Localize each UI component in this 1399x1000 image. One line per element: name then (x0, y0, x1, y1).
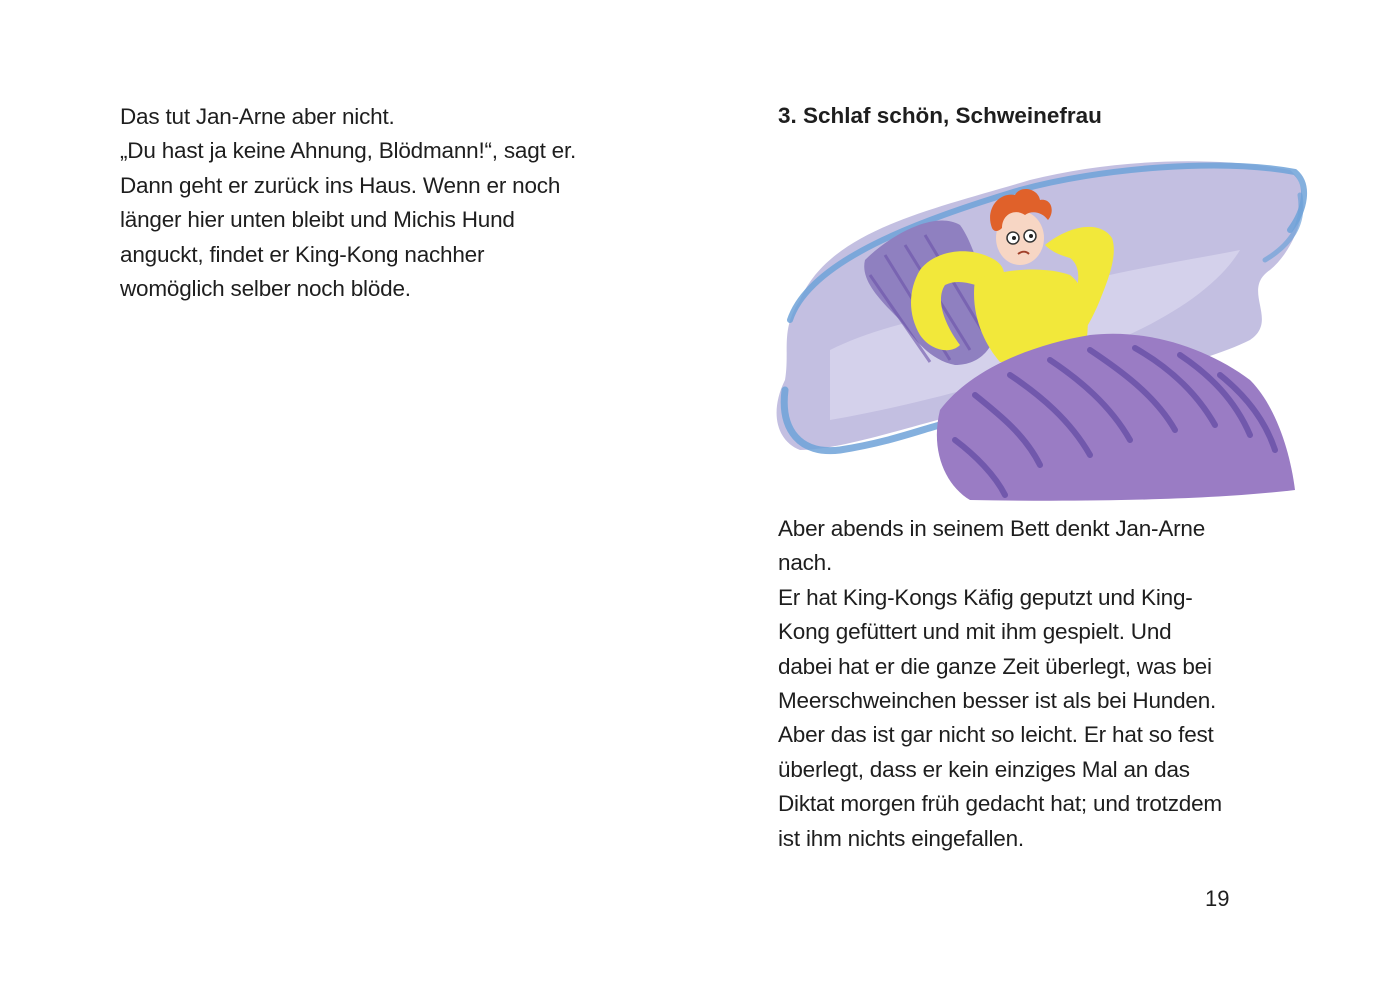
pupil (1012, 236, 1016, 240)
text-line: Dann geht er zurück ins Haus. Wenn er noch (120, 172, 561, 198)
text-line: Meerschweinchen besser ist als bei Hunden. (778, 688, 1217, 714)
text-line: Diktat morgen früh gedacht hat; und trotzdem (778, 791, 1222, 817)
text-line: dabei hat er die ganze Zeit überlegt, was bei (778, 653, 1212, 679)
left-page-text (120, 100, 576, 306)
text-line: Aber das ist gar nicht so leicht. Er hat so fest (778, 722, 1214, 748)
page-number: 19 (1205, 886, 1230, 911)
text-line: länger hier unten bleibt und Michis Hund (120, 207, 515, 233)
text-line: ist ihm nichts eingefallen. (778, 825, 1024, 851)
chapter-title: 3. Schlaf schön, Schweinefrau (778, 103, 1102, 128)
text-line: Das tut Jan-Arne aber nicht. (120, 104, 395, 129)
text-line: überlegt, dass er kein einziges Mal an das (778, 756, 1190, 782)
right-page-text (778, 512, 1222, 856)
text-line: Kong gefüttert und mit ihm gespielt. Und (778, 619, 1172, 645)
text-line: womöglich selber noch blöde. (120, 276, 411, 302)
text-line: Aber abends in seinem Bett denkt Jan-Arne (778, 516, 1206, 541)
text-line: anguckt, findet er King-Kong nachher (120, 241, 485, 267)
boy-in-bed-illustration (770, 150, 1310, 505)
pupil (1029, 234, 1033, 238)
text-line: Er hat King-Kongs Käfig geputzt und King- (778, 584, 1193, 610)
text-line: nach. (778, 550, 833, 576)
text-line: „Du hast ja keine Ahnung, Blödmann!“, sagt er. (120, 138, 577, 164)
right-page (700, 0, 1399, 1000)
